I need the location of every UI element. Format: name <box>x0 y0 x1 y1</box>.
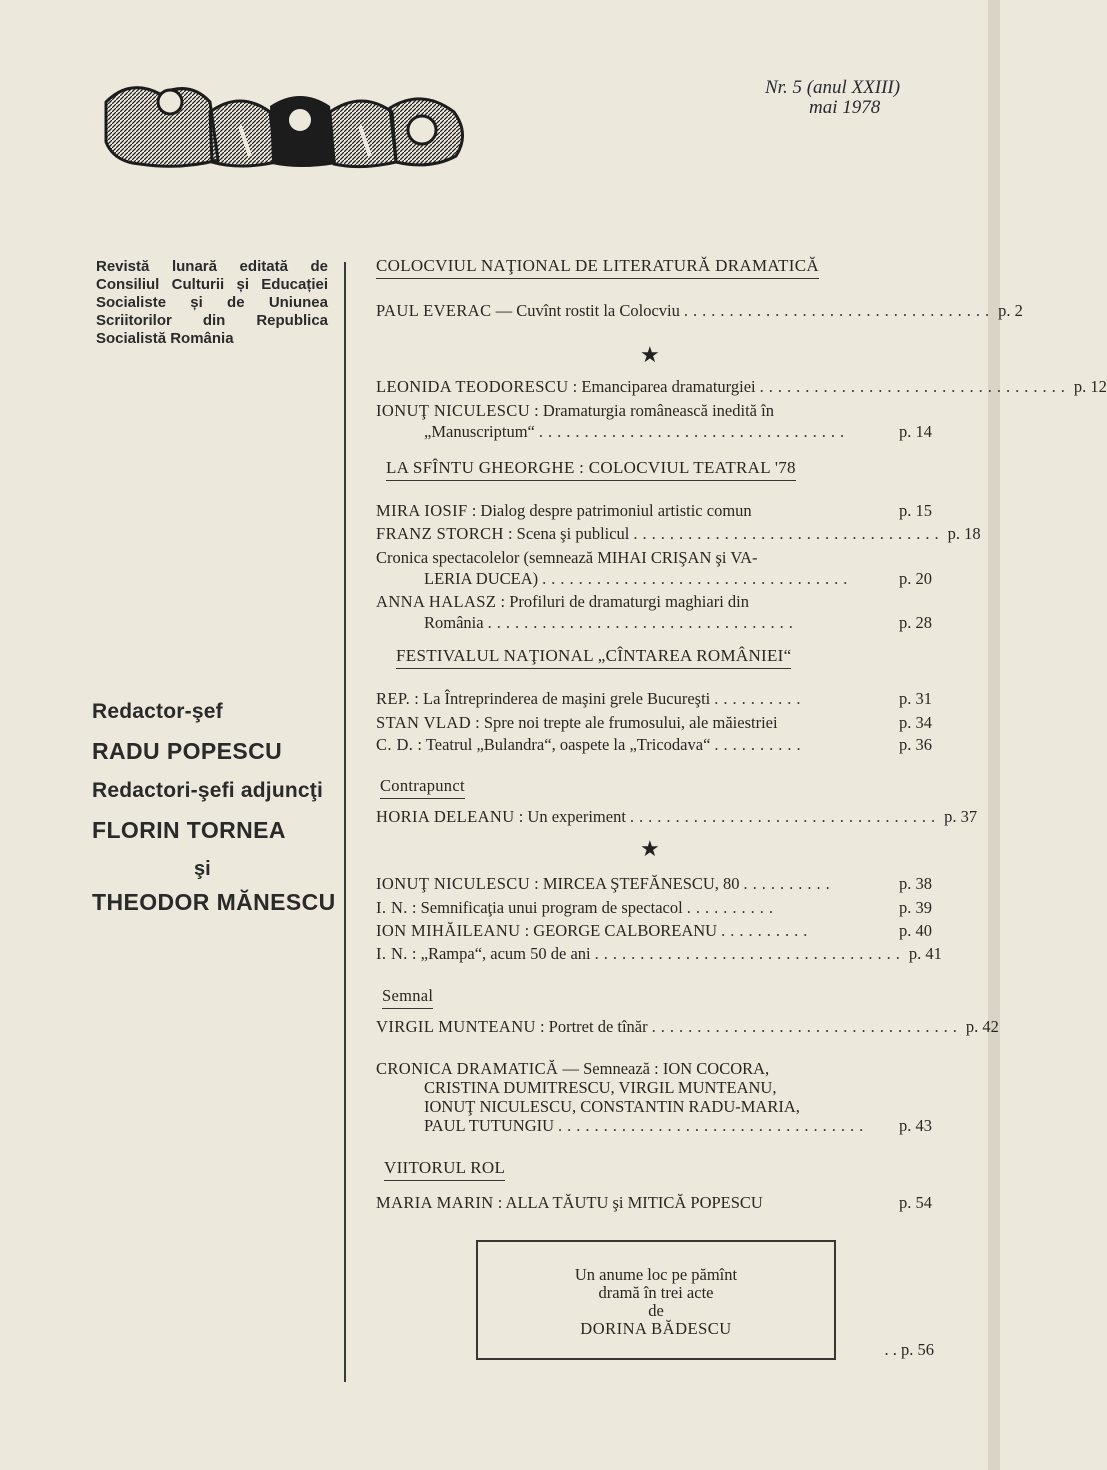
featured-play-page: . . p. 56 <box>884 1340 934 1359</box>
section-heading: Contrapunct <box>380 776 465 796</box>
toc-entry[interactable]: ION MIHĂILEANU : GEORGE CALBOREANU .......... p. 40 <box>376 921 932 940</box>
play-subtitle: dramă în trei acte <box>598 1283 714 1302</box>
star-separator: ★ <box>640 836 660 861</box>
deputy-1-name: FLORIN TORNEA <box>92 817 286 843</box>
toc-entry[interactable]: I. N. : Semnificaţia unui program de spectacol .......... p. 39 <box>376 898 932 917</box>
issue-number: Nr. 5 (anul XXIII) <box>765 77 901 98</box>
toc-entry[interactable]: FRANZ STORCH : Scena şi publicul .................................. p. 18 <box>376 524 981 543</box>
play-author: DORINA BĂDESCU <box>580 1319 732 1338</box>
deputies-label: Redactori-şefi adjuncţi <box>92 779 323 802</box>
star-separator: ★ <box>640 342 660 367</box>
editor-chief-label: Redactor-şef <box>92 700 223 723</box>
section-heading: COLOCVIUL NAŢIONAL DE LITERATURĂ DRAMATICĂ <box>376 256 819 276</box>
toc-entry[interactable]: MIRA IOSIF : Dialog despre patrimoniul artistic comun p. 15 <box>376 501 932 520</box>
toc-entry[interactable]: ANNA HALASZ : Profiluri de dramaturgi maghiari din România .................................. p. 28 <box>376 592 932 632</box>
toc-entry[interactable]: STAN VLAD : Spre noi trepte ale frumosului, ale măiestriei p. 34 <box>376 713 932 732</box>
toc-entry[interactable]: PAUL EVERAC — Cuvînt rostit la Colocviu .................................. p. 2 <box>376 301 1023 320</box>
play-title: Un anume loc pe pămînt <box>574 1265 738 1284</box>
play-by: de <box>648 1301 664 1320</box>
section-heading: Semnal <box>382 986 433 1006</box>
publisher-note: Revistă lunară editată de Consiliul Culturii și Educației Socialiste și de Uniunea Scriitorilor din Republica Socialistă România <box>96 258 328 347</box>
toc-entry[interactable]: VIRGIL MUNTEANU : Portret de tînăr .................................. p. 42 <box>376 1017 999 1036</box>
toc-entry[interactable]: Cronica spectacolelor (semnează MIHAI CRIŞAN şi VA- LERIA DUCEA) .................................. p. 20 <box>376 548 932 588</box>
section-heading: VIITORUL ROL <box>384 1158 505 1178</box>
toc-entry[interactable]: I. N. : „Rampa“, acum 50 de ani .................................. p. 41 <box>376 944 942 963</box>
toc-entry[interactable]: C. D. : Teatrul „Bulandra“, oaspete la „Tricodava“ .......... p. 36 <box>376 735 932 754</box>
toc-entry[interactable]: IONUŢ NICULESCU : Dramaturgia românească inedită în „Manuscriptum“ .................................. p. 14 <box>376 401 932 441</box>
featured-play-box[interactable] <box>476 1240 836 1360</box>
toc-entry[interactable]: LEONIDA TEODORESCU : Emanciparea dramaturgiei .................................. p. 12 <box>376 377 1107 396</box>
toc-entry[interactable]: IONUŢ NICULESCU : MIRCEA ŞTEFĂNESCU, 80 .......... p. 38 <box>376 874 932 893</box>
toc-entry[interactable]: REP. : La Întreprinderea de maşini grele Bucureşti .......... p. 31 <box>376 689 932 708</box>
section-heading: LA SFÎNTU GHEORGHE : COLOCVIUL TEATRAL '78 <box>386 458 796 478</box>
staff-conj: şi <box>194 858 211 880</box>
section-heading: FESTIVALUL NAŢIONAL „CÎNTAREA ROMÂNIEI“ <box>396 646 791 666</box>
editor-chief-name: RADU POPESCU <box>92 738 283 764</box>
toc-entry[interactable]: HORIA DELEANU : Un experiment .................................. p. 37 <box>376 807 978 826</box>
toc-entry[interactable]: CRONICA DRAMATICĂ — Semnează : ION COCORA, CRISTINA DUMITRESCU, VIRGIL MUNTEANU, IONUŢ NICULESCU, CONSTANTIN RADU-MARIA, PAUL TUTUNGIU .................................. p. 43 <box>376 1059 932 1135</box>
issue-date: mai 1978 <box>809 97 881 118</box>
deputy-2-name: THEODOR MĂNESCU <box>92 889 336 915</box>
toc-entry[interactable]: MARIA MARIN : ALLA TĂUTU şi MITICĂ POPESCU p. 54 <box>376 1193 932 1212</box>
